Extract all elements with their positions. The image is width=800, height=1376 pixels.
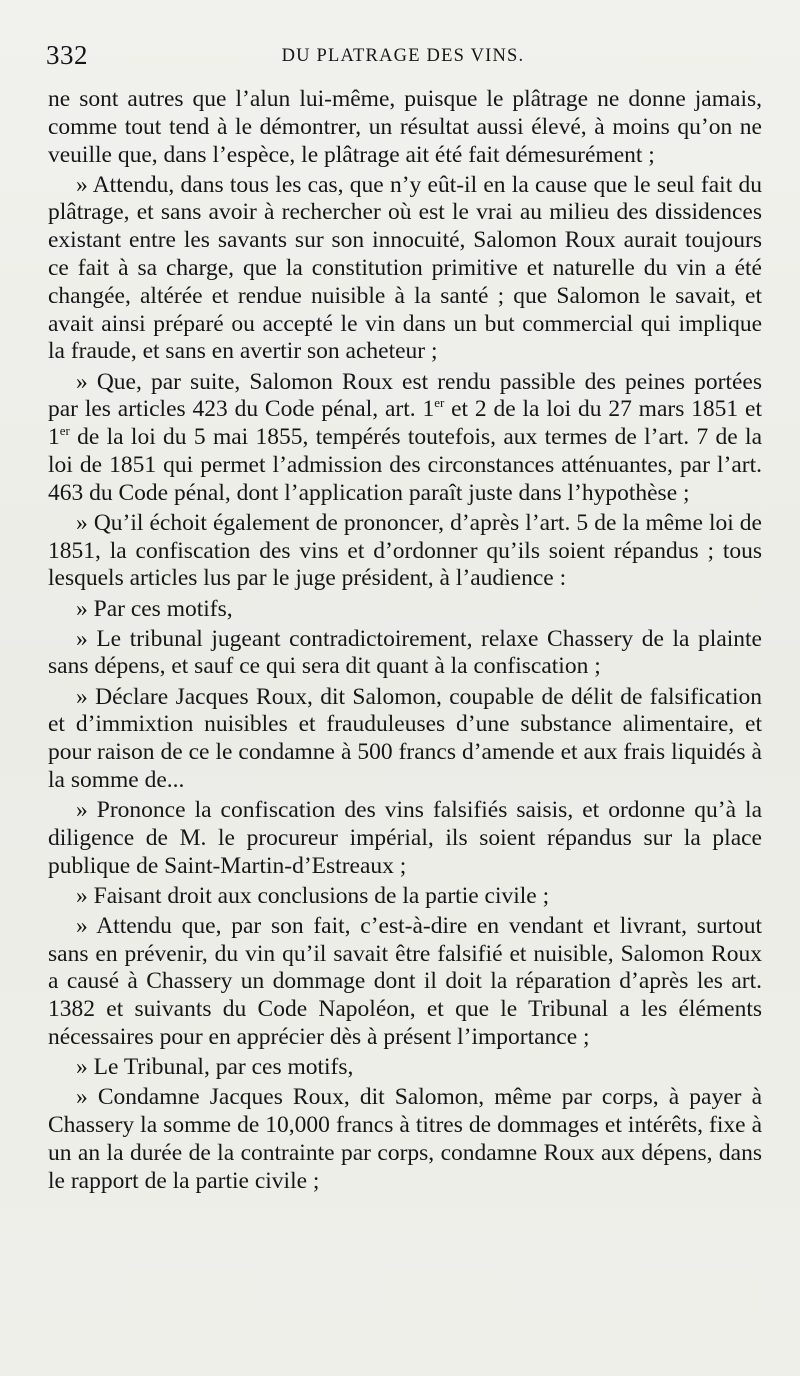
paragraph: » Attendu que, par son fait, c’est-à-dire en vendant et livrant, surtout sans en prévenir, du vin qu’il savait être falsifié et nuisible, Salomon Roux a causé à Chassery un dommage dont il doit la réparation d’après les art. 1382 et suivants du Code Napoléon, et que le Tribunal a les éléments nécessaires pour en apprécier dès à présent l’importance ;	[48, 912, 762, 1050]
paragraph: » Le tribunal jugeant contradictoirement, relaxe Chassery de la plainte sans dépens, et sauf ce qui sera dit quant à la confiscation ;	[48, 625, 762, 680]
superscript: er	[434, 395, 445, 411]
paragraph: » Attendu, dans tous les cas, que n’y eût-il en la cause que le seul fait du plâtrage, et sans avoir à rechercher où est le vrai au milieu des dissidences existant entre les savants sur son innocuité, Salomon Roux aurait toujours ce fait à sa charge, que la constitution primitive et naturelle du vin a été changée, altérée et rendue nuisible à la santé ; que Salomon le savait, et avait ainsi préparé ou accepté le vin dans un but commercial qui implique la fraude, et sans en avertir son acheteur ;	[48, 171, 762, 365]
text-run: » Que, par suite, Salomon Roux est rendu passible des peines portées par les articles 423 du Code pénal, art. 1	[48, 368, 762, 423]
paragraph	[48, 369, 762, 508]
paragraph: » Faisant droit aux conclusions de la partie civile ;	[76, 882, 550, 909]
paragraph: » Déclare Jacques Roux, dit Salomon, coupable de délit de falsification et d’immixtion nuisibles et frauduleuses d’une substance alimentaire, et pour raison de ce le condamne à 500 francs d’amende et aux frais liquidés à la somme de...	[48, 683, 762, 793]
text-run: de la loi du 5 mai 1855, tempérés toutefois, aux termes de l’art. 7 de la loi de 1851 qui permet l’admission des circonstances atténuantes, par l’art. 463 du Code pénal, dont l’application paraît juste dans l’hypothèse ;	[48, 424, 762, 506]
body-text	[48, 86, 762, 1198]
paragraph: » Par ces motifs,	[76, 595, 233, 622]
page-header	[46, 40, 760, 76]
text-run: et 2 de la loi du 27 mars 1851 et 1	[48, 396, 762, 451]
running-title: DU PLATRAGE DES VINS.	[281, 46, 525, 66]
page-number: 332	[46, 40, 88, 70]
paragraph: » Condamne Jacques Roux, dit Salomon, même par corps, à payer à Chassery la somme de 10,000 francs à titres de dommages et intérêts, fixe à un an la durée de la contrainte par corps, condamne Roux aux dépens, dans le rapport de la partie civile ;	[48, 1084, 762, 1194]
paragraph: » Qu’il échoit également de prononcer, d’après l’art. 5 de la même loi de 1851, la confiscation des vins et d’ordonner qu’ils soient répandus ; tous lesquels articles lus par le juge président, à l’audience :	[48, 509, 762, 592]
paragraph: » Prononce la confiscation des vins falsifiés saisis, et ordonne qu’à la diligence de M. le procureur impérial, ils soient répandus sur la place publique de Saint-Martin-d’Estreaux ;	[48, 797, 762, 879]
paragraph: ne sont autres que l’alun lui-même, puisque le plâtrage ne donne jamais, comme tout tend à le démontrer, un résultat aussi élevé, à moins qu’on ne veuille que, dans l’espèce, le plâtrage ait été fait démesurément ;	[48, 86, 762, 168]
paragraph: » Le Tribunal, par ces motifs,	[76, 1054, 354, 1081]
superscript: er	[59, 423, 70, 439]
